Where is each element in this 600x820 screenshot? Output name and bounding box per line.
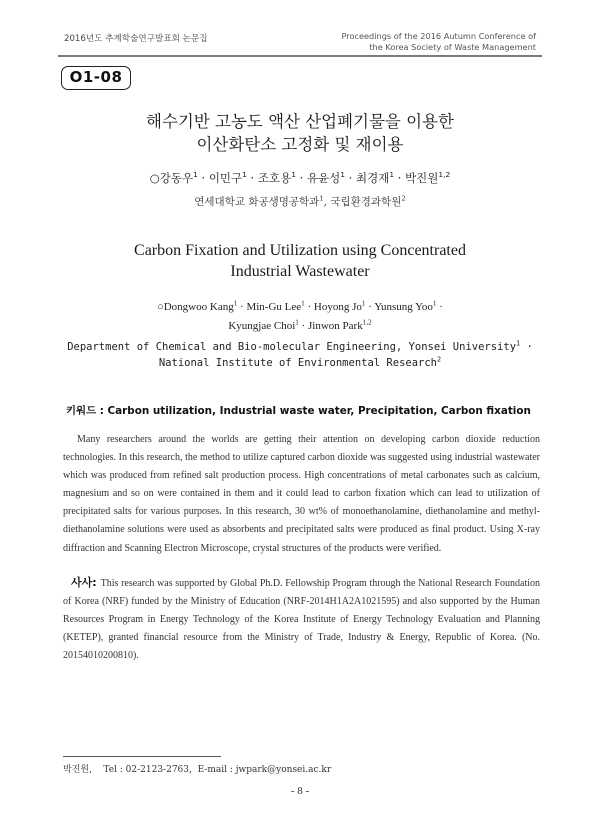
acknowledgment: [63, 574, 540, 665]
english-affiliation-2-sup: 2: [437, 355, 442, 364]
author-name: Min-Gu Lee: [246, 301, 302, 313]
author-name: 강동우: [159, 171, 194, 185]
english-affiliation-line1: [60, 339, 540, 355]
author-sup: 1: [242, 170, 247, 180]
author-sup: 1: [432, 299, 437, 308]
korean-title: [60, 110, 540, 156]
author: [246, 301, 313, 313]
author-sep: ·: [345, 171, 356, 185]
author-name: 최경재: [356, 171, 390, 185]
author: [374, 301, 443, 313]
paper-id-badge: O1-08: [61, 66, 131, 90]
korean-title-line2: 이산화탄소 고정화 및 재이용: [196, 135, 404, 154]
author-sup: 1: [301, 299, 305, 308]
english-title: [60, 240, 540, 282]
english-affiliation-2: National Institute of Environmental Research: [158, 357, 438, 369]
english-authors-line2: [60, 317, 540, 336]
abstract-body: Many researchers around the worlds are getting their attention on developing carbon dioxide reduction technologies. In this research, the method to utilize captured carbon dioxide was suggested using industrial wastewater which was produced from refined salt production process. High concentrations of metal carbonates such as calcium, magnesium and so on were contained in them and it could lead to carbon fixation which can lead to utilization of precipitated salts for various purposes. In this research, 30 wt% of monoethanolamine, diethanolamine and methyl-diethanolamine solutions were used as absorbents and precipitated salts were produced as final product. Using X-ray diffraction and Scanning Electron Microscope, crystal structures of the products were verified.: [63, 434, 540, 554]
author: [209, 171, 258, 185]
author-name: Dongwoo Kang: [163, 301, 234, 313]
author-name: Kyungjae Choi: [228, 320, 296, 332]
korean-authors: [60, 170, 540, 186]
english-authors: [60, 298, 540, 336]
author-sup: 1: [361, 299, 366, 308]
acknowledgment-text: This research was supported by Global Ph.D. Fellowship Program through the National Research Foundation of Korea (NRF) funded by the Ministry of Education (NRF-2014H1A2A1021595) and also supported by the Human Resources Program in Energy Technology of the Korea Institute of Energy Technology Evaluation and Planning (KETEP), granted financial resource from the Ministry of Trade, Industry & Energy, Republic of Korea. (No. 20154010200810).: [63, 578, 540, 662]
author-sup: 1: [389, 170, 395, 180]
author: [157, 301, 246, 313]
page-number: - 8 -: [290, 785, 310, 797]
keywords-label: 키워드 :: [66, 405, 104, 417]
author-sup: 1: [291, 170, 296, 180]
running-header-right-line1: Proceedings of the 2016 Autumn Conference of: [341, 31, 536, 41]
author-sep: ·: [246, 171, 258, 185]
author: [308, 320, 372, 332]
running-header-right: [341, 31, 536, 53]
author: [307, 171, 356, 185]
footnote-rule: [63, 756, 221, 757]
korean-affiliations: [60, 194, 540, 209]
author-sep: ·: [365, 301, 375, 313]
author: [405, 171, 450, 185]
author: [150, 171, 209, 185]
author-prefix: ○: [149, 171, 160, 185]
author-sep: ·: [237, 301, 247, 313]
english-title-line2: Industrial Wastewater: [230, 263, 370, 280]
author-sep: ·: [295, 171, 307, 185]
running-header-right-line2: the Korea Society of Waste Management: [369, 42, 536, 52]
korean-affiliation-2: 국립환경과학원: [330, 196, 402, 208]
english-affiliation-1: Department of Chemical and Bio-molecular Engineering, Yonsei University: [67, 341, 517, 353]
author-name: 박진원: [405, 171, 439, 185]
footnote-contact: 박진원, Tel : 02-2123-2763, E-mail : jwpark@yonsei.ac.kr: [63, 765, 332, 775]
author-name: 조호용: [257, 171, 292, 185]
author-sep: ·: [394, 171, 406, 185]
author-sup: 1: [340, 170, 346, 180]
author: [258, 171, 307, 185]
author: [314, 301, 374, 313]
author-sep: ·: [304, 301, 314, 313]
author-name: Jinwon Park: [308, 320, 363, 332]
header-divider: [58, 55, 542, 57]
running-header-left: 2016년도 추계학술연구발표회 논문집: [64, 34, 208, 44]
english-affiliation-1-sup: 1: [516, 339, 521, 348]
acknowledgment-label: 사사:: [71, 576, 97, 589]
author-name: Yunsung Yoo: [374, 301, 433, 313]
author-sup: 1,2: [362, 318, 372, 327]
author-sup: 1: [193, 170, 198, 180]
korean-affiliation-1-sup: 1: [319, 194, 324, 203]
english-affiliations: [60, 339, 540, 371]
english-title-line1: Carbon Fixation and Utilization using Concentrated: [134, 242, 466, 259]
author-sup: 1: [295, 318, 299, 327]
english-authors-line1: [60, 298, 540, 317]
author-name: 이민구: [208, 171, 243, 185]
korean-affiliation-2-sup: 2: [401, 194, 406, 203]
english-affiliation-line2: [60, 355, 540, 371]
keywords-text: Carbon utilization, Industrial waste water, Precipitation, Carbon fixation: [107, 405, 531, 417]
korean-affiliation-sep: ,: [323, 196, 331, 208]
korean-title-line1: 해수기반 고농도 액산 산업폐기물을 이용한: [146, 112, 454, 131]
english-affiliation-1-tail: ·: [520, 341, 533, 353]
author-sep: ·: [298, 320, 309, 332]
keywords: [66, 402, 540, 417]
author-sep: ·: [436, 301, 443, 313]
korean-affiliation-1: 연세대학교 화공생명공학과: [194, 196, 320, 208]
author: [228, 320, 308, 332]
author-sup: 1: [233, 299, 238, 308]
author-sup: 1,2: [438, 170, 451, 180]
author-sep: ·: [197, 171, 209, 185]
author-prefix: ○: [157, 301, 164, 313]
author-name: 유윤성: [306, 171, 341, 185]
author-name: Hoyong Jo: [313, 301, 362, 313]
author: [356, 171, 405, 185]
